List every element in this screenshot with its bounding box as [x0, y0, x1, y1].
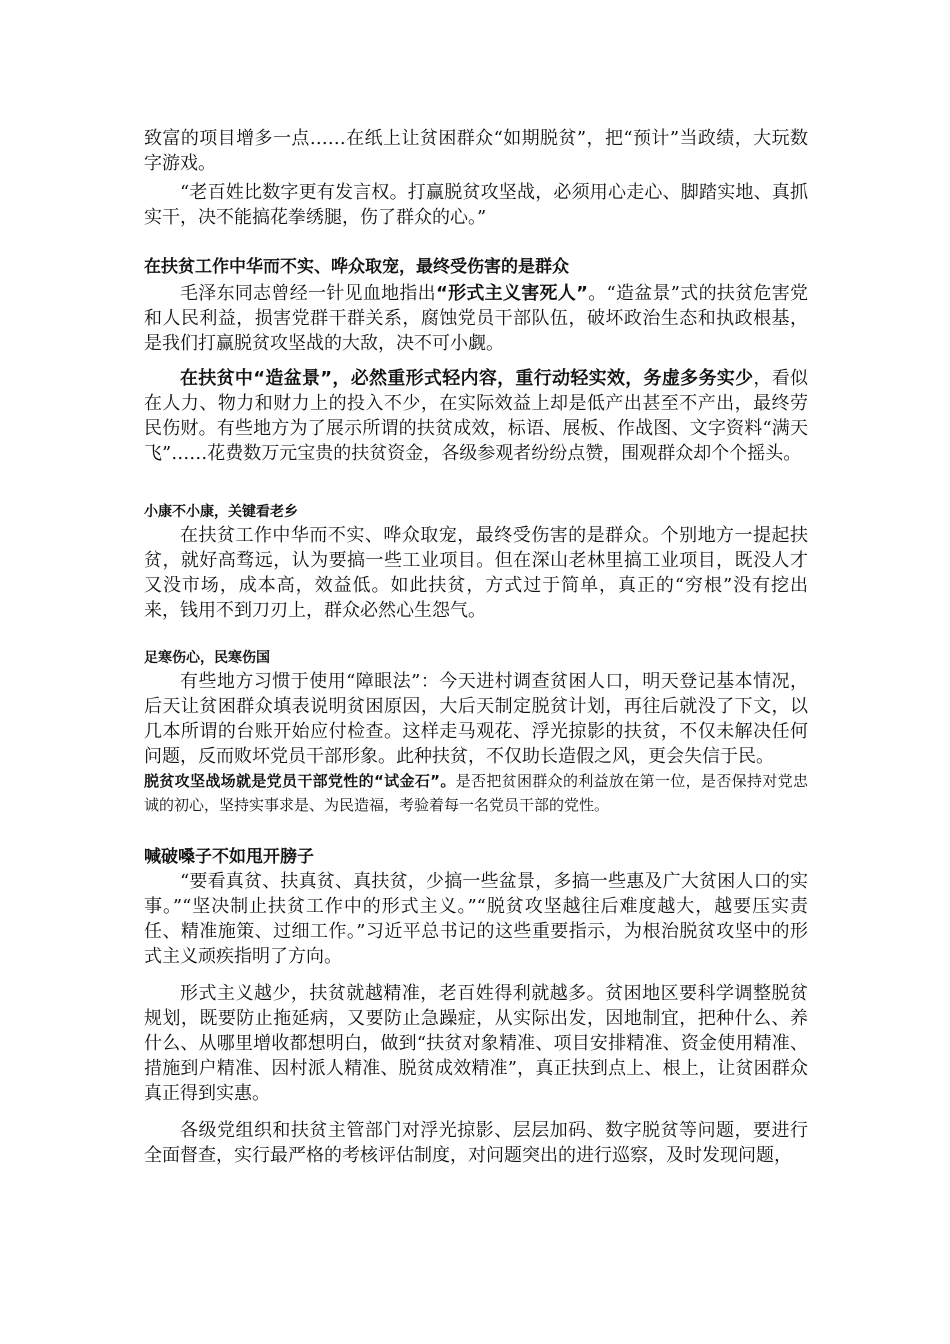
touchstone-bold-lead: 脱贫攻坚战场就是党员干部党性的“试金石”。: [144, 772, 456, 790]
paragraph-quote-common-people: “老百姓比数字更有发言权。打赢脱贫攻坚战，必须用心走心、脚踏实地、真抓实干，决不能搞花拳绣腿，伤了群众的心。”: [144, 182, 808, 228]
paragraph-xi-instructions: “要看真贫、扶真贫、真扶贫，少搞一些盆景，多搞一些惠及广大贫困人口的实事。”“坚决制止扶贫工作中的形式主义。”“脱贫攻坚越往后难度越大，越要压实责任、精准施策、过细工作。”习近平总书记的这些重要指示，为根治脱贫攻坚中的形式主义顽疾指明了方向。: [144, 871, 808, 967]
paragraph-bonsai-formalism: [144, 366, 808, 466]
section-heading-formalism-harms: 在扶贫工作中华而不实、哗众取宠，最终受伤害的是群众: [144, 257, 569, 277]
mao-quote-rest: 。“造盆景”式的扶贫危害党和人民利益，损害党群干群关系，腐蚀党员干部队伍，破坏政治生态和执政根基，是我们打赢脱贫攻坚战的大敌，决不可小觑。: [144, 283, 808, 354]
paragraph-industrial-projects: 在扶贫工作中华而不实、哗众取宠，最终受伤害的是群众。个别地方一提起扶贫，就好高骛远，认为要搞一些工业项目。但在深山老林里搞工业项目，既没人才又没市场，成本高，效益低。如此扶贫，方式过于简单，真正的“穷根”没有挖出来，钱用不到刀刃上，群众必然心生怨气。: [144, 525, 808, 621]
section-heading-action: 喊破嗓子不如甩开膀子: [144, 847, 314, 867]
paragraph-mao-quote: [144, 281, 808, 356]
paragraph-intro-continuation: 致富的项目增多一点……在纸上让贫困群众“如期脱贫”，把“预计”当政绩，大玩数字游戏。: [144, 128, 808, 174]
section-heading-xiaokang: 小康不小康，关键看老乡: [144, 504, 298, 520]
bonsai-rest: ，看似在人力、物力和财力上的投入不少，在实际效益上却是低产出甚至不产出，最终劳民伤财。有些地方为了展示所谓的扶贫成效，标语、展板、作战图、文字资料“满天飞”……花费数万元宝贵的扶贫资金，各级参观者纷纷点赞，围观群众却个个摇头。: [144, 368, 808, 464]
document-page: [144, 126, 808, 1168]
paragraph-precision-poverty: 形式主义越少，扶贫就越精准，老百姓得利就越多。贫困地区要科学调整脱贫规划，既要防止拖延病，又要防止急躁症，从实际出发，因地制宜，把种什么、养什么、从哪里增收都想明白，做到“扶贫对象精准、项目安排精准、资金使用精准、措施到户精准、因村派人精准、脱贫成效精准”，真正扶到点上、根上，让贫困群众真正得到实惠。: [144, 983, 808, 1104]
section-heading-cold-feet: 足寒伤心，民寒伤国: [144, 650, 270, 666]
bonsai-bold-lead: 在扶贫中“造盆景”，必然重形式轻内容，重行动轻实效，务虚多务实少: [180, 368, 754, 389]
paragraph-supervision: 各级党组织和扶贫主管部门对浮光掠影、层层加码、数字脱贫等问题，要进行全面督查，实行最严格的考核评估制度，对问题突出的进行巡察，及时发现问题，: [144, 1120, 808, 1166]
mao-quote-bold: “形式主义害死人”: [435, 283, 588, 304]
touchstone-rest: 是否把贫困群众的利益放在第一位，是否保持对党忠诚的初心，坚持实事求是、为民造福，考验着每一名党员干部的党性。: [144, 772, 808, 814]
paragraph-touchstone: [144, 769, 808, 817]
paragraph-blindfold-method: 有些地方习惯于使用“障眼法”：今天进村调查贫困人口，明天登记基本情况，后天让贫困群众填表说明贫困原因，大后天制定脱贫计划，再往后就没了下文，以几本所谓的台账开始应付检查。这样走马观花、浮光掠影的扶贫，不仅未解决任何问题，反而败坏党员干部形象。此种扶贫，不仅助长造假之风，更会失信于民。: [144, 671, 808, 767]
mao-quote-lead: 毛泽东同志曾经一针见血地指出: [180, 283, 436, 304]
